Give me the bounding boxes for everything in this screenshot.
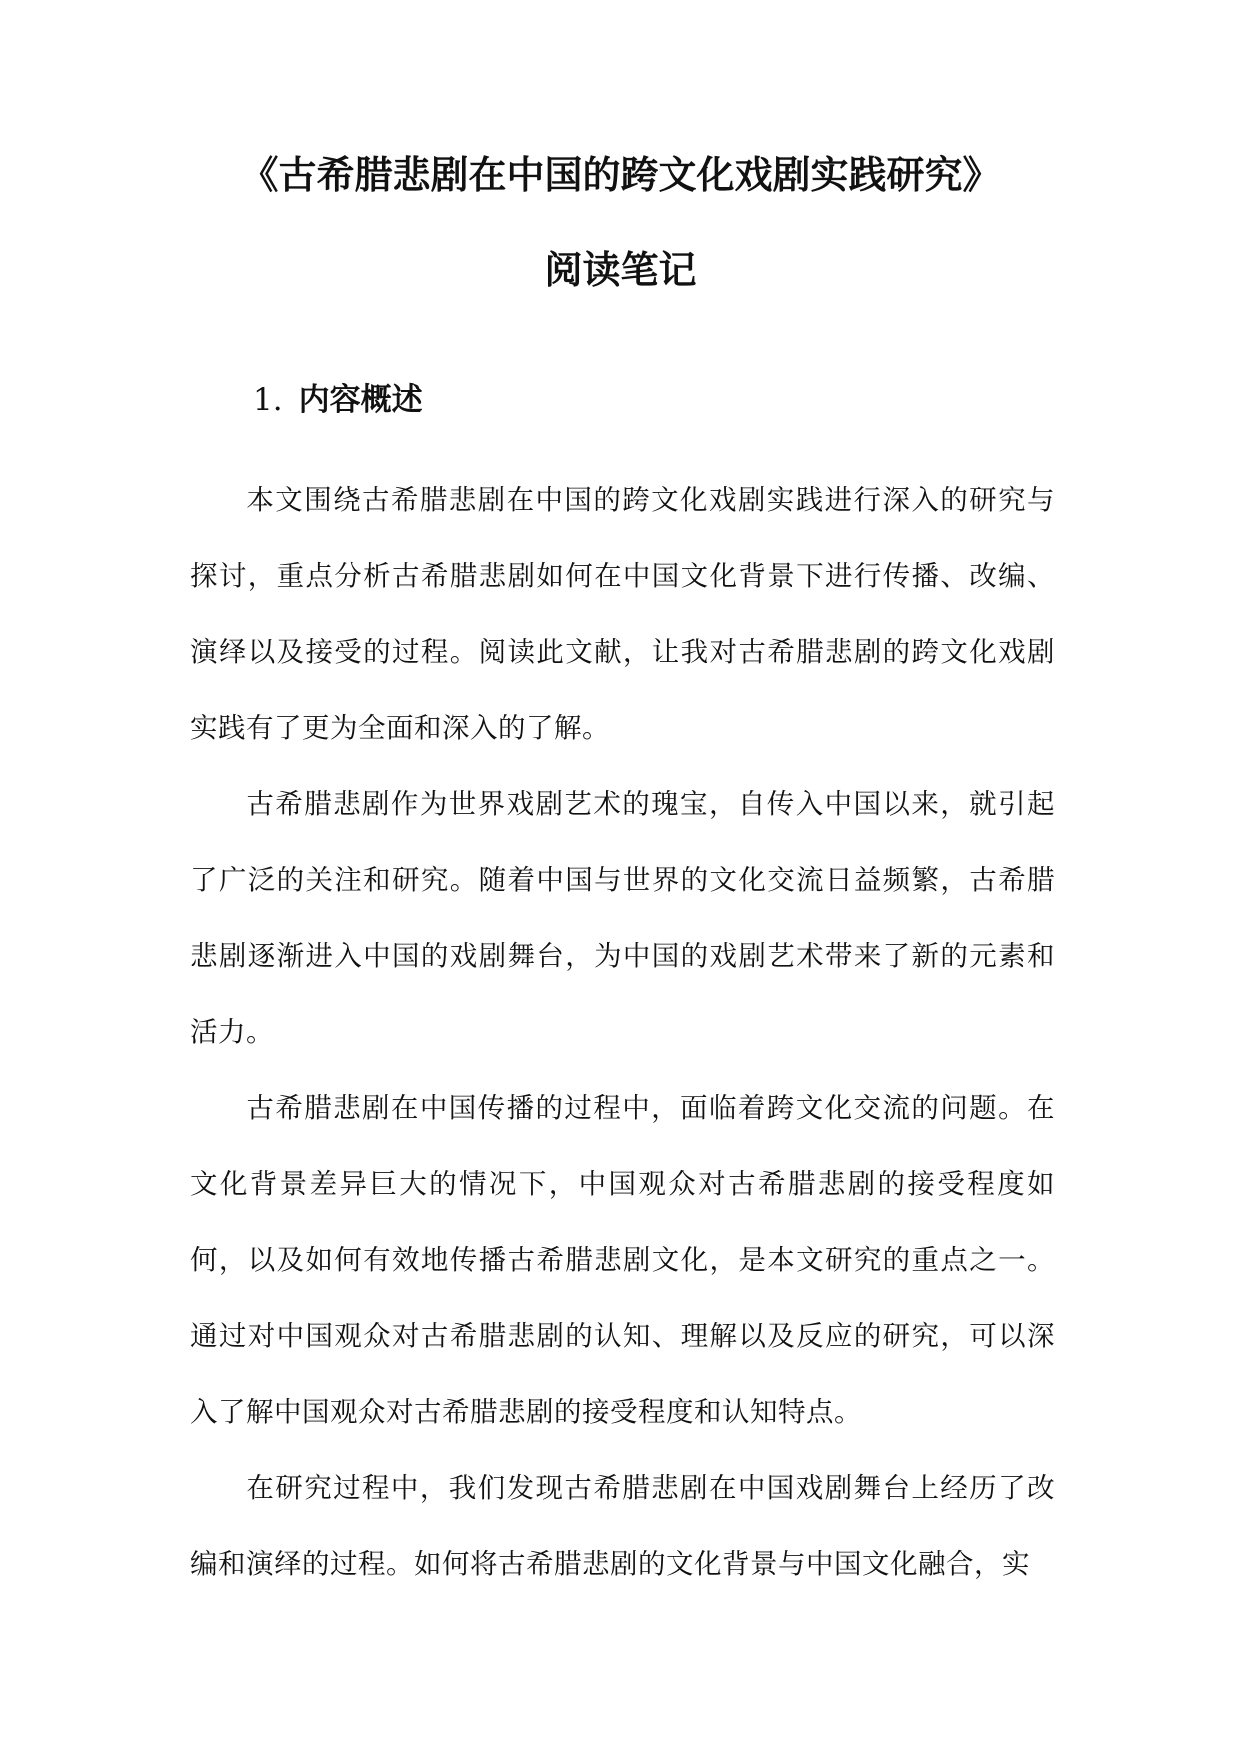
paragraph: 在研究过程中，我们发现古希腊悲剧在中国戏剧舞台上经历了改编和演绎的过程。如何将古希腊悲剧的文化背景与中国文化融合，实 [190, 1472, 1055, 1580]
section-heading [253, 378, 423, 422]
paragraph: 古希腊悲剧在中国传播的过程中，面临着跨文化交流的问题。在文化背景差异巨大的情况下，中国观众对古希腊悲剧的接受程度如何，以及如何有效地传播古希腊悲剧文化，是本文研究的重点之一。通过对中国观众对古希腊悲剧的认知、理解以及反应的研究，可以深入了解中国观众对古希腊悲剧的接受程度和认知特点。 [190, 1092, 1055, 1428]
section-title: 内容概述 [298, 382, 423, 418]
body-text [190, 462, 1055, 1602]
document-subtitle: 阅读笔记 [544, 248, 697, 292]
document-title: 《古希腊悲剧在中国的跨文化戏剧实践研究》 [240, 153, 1001, 197]
paragraph: 古希腊悲剧作为世界戏剧艺术的瑰宝，自传入中国以来，就引起了广泛的关注和研究。随着中国与世界的文化交流日益频繁，古希腊悲剧逐渐进入中国的戏剧舞台，为中国的戏剧艺术带来了新的元素和活力。 [190, 788, 1055, 1048]
paragraph: 本文围绕古希腊悲剧在中国的跨文化戏剧实践进行深入的研究与探讨，重点分析古希腊悲剧如何在中国文化背景下进行传播、改编、演绎以及接受的过程。阅读此文献，让我对古希腊悲剧的跨文化戏剧实践有了更为全面和深入的了解。 [190, 484, 1055, 744]
section-number: 1. [253, 382, 283, 418]
